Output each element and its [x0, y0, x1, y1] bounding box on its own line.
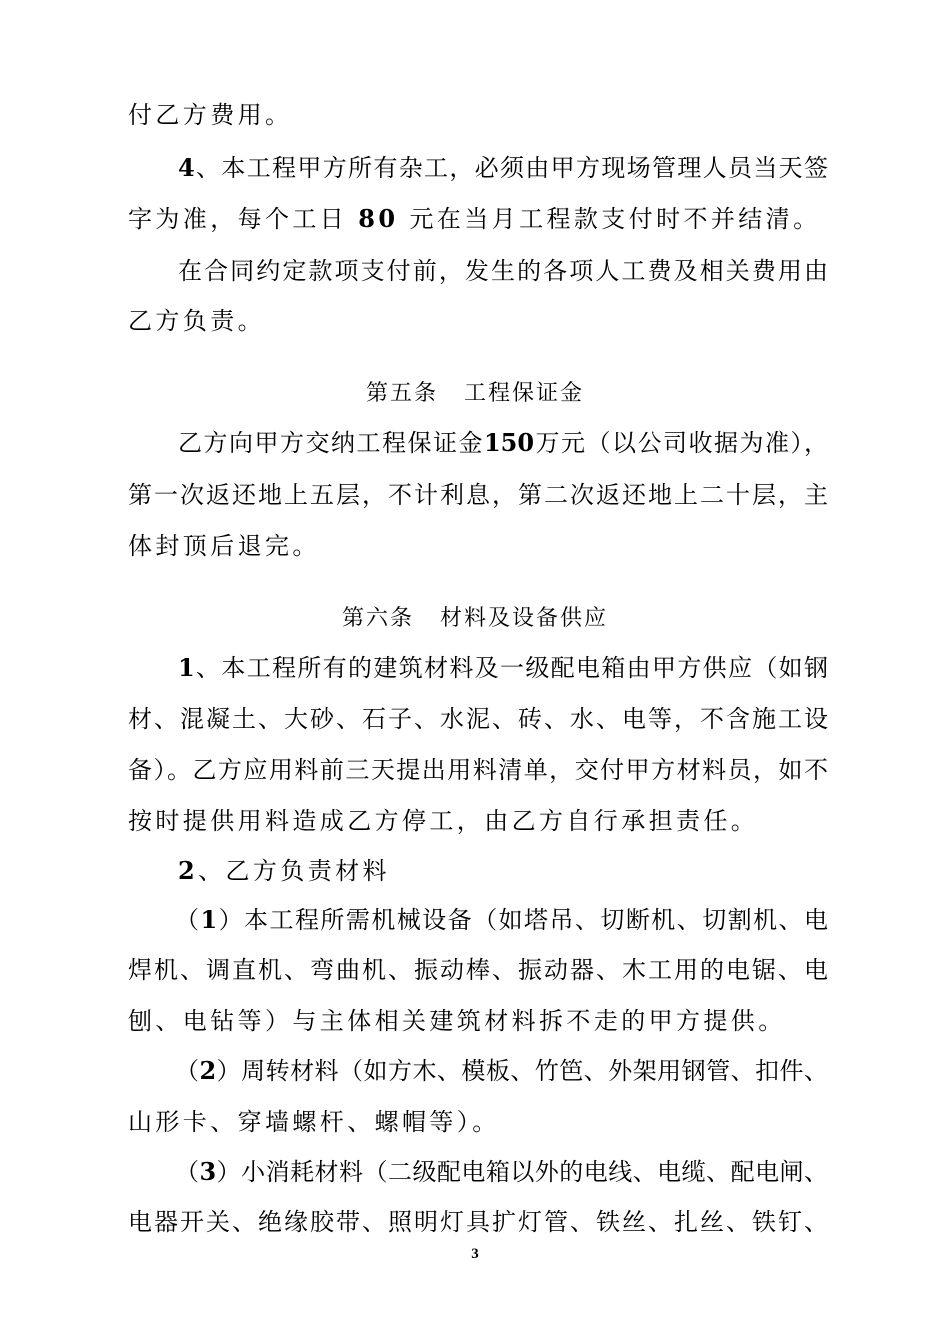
article-number: 第五条 — [365, 381, 438, 406]
paren-open: （ — [175, 906, 201, 934]
text: 在合同约定款项支付前，发生的各项人工费及相关费用由 — [178, 257, 828, 285]
item-number: 1 — [200, 905, 218, 934]
text: 山形卡、穿墙螺杆、螺帽等）。 — [128, 1108, 500, 1136]
text: 焊机、调直机、弯曲机、振动棒、振动器、木工用的电锯、电 — [128, 956, 828, 984]
paragraph-line — [128, 99, 828, 131]
paragraph-line — [128, 805, 828, 837]
text: 备）。乙方应用料前三天提出用料清单，交付甲方材料员，如不 — [128, 756, 828, 784]
text: ）小消耗材料（二级配电箱以外的电线、电缆、配电闸、 — [216, 1158, 829, 1186]
text: 、本工程所有的建筑材料及一级配电箱由甲方供应（如钢 — [194, 654, 828, 682]
paragraph-line — [128, 954, 828, 986]
paragraph-line — [128, 530, 828, 562]
article-number: 第六条 — [341, 606, 414, 631]
text: 按时提供用料造成乙方停工，由乙方自行承担责任。 — [128, 807, 759, 835]
text: ）周转材料（如方木、模板、竹笆、外架用钢管、扣件、 — [216, 1057, 829, 1085]
text: 电器开关、绝缘胶带、照明灯具扩灯管、铁丝、扎丝、铁钉、 — [128, 1208, 828, 1236]
paragraph-line — [178, 855, 828, 887]
paren-open: （ — [175, 1158, 200, 1186]
text: 、本工程甲方所有杂工，必须由甲方现场管理人员当天签 — [194, 154, 828, 182]
paragraph-line — [175, 1156, 828, 1188]
item-number: 4 — [178, 153, 195, 182]
article-5-heading — [0, 378, 950, 410]
item-number: 2 — [199, 1056, 217, 1085]
text: ）本工程所需机械设备（如塔吊、切断机、切割机、电 — [217, 906, 828, 934]
paragraph-line — [128, 479, 828, 511]
paragraph-line — [178, 255, 828, 287]
text: 乙方向甲方交纳工程保证金 — [178, 429, 484, 457]
item-number: 2 — [178, 856, 199, 885]
text: 第一次返还地上五层，不计利息，第二次返还地上二十层，主 — [128, 481, 828, 509]
number: 80 — [358, 204, 399, 233]
paren-open: （ — [175, 1057, 200, 1085]
text: 乙方负责。 — [128, 307, 265, 335]
text: 万元（以公司收据为准）， — [534, 429, 829, 457]
article-6-heading — [0, 603, 950, 635]
text: 体封顶后退完。 — [128, 532, 320, 560]
paragraph-line — [178, 152, 828, 184]
paragraph-line — [178, 427, 828, 459]
article-title: 工程保证金 — [464, 381, 585, 406]
item-number: 1 — [178, 653, 195, 682]
paragraph-line — [178, 652, 828, 684]
paragraph-line — [175, 904, 828, 936]
text: 材、混凝土、大砂、石子、水泥、砖、水、电等，不含施工设 — [128, 705, 828, 733]
text: 元在当月工程款支付时不并结清。 — [409, 205, 821, 233]
paragraph-line — [128, 305, 828, 337]
number: 150 — [483, 428, 535, 457]
text: 、乙方负责材料 — [198, 857, 390, 885]
paragraph-line — [128, 754, 828, 786]
text: 字为准，每个工日 — [128, 205, 348, 233]
page-number: 3 — [471, 1246, 479, 1262]
paragraph-line — [128, 1106, 828, 1138]
paragraph-line — [128, 703, 828, 735]
text: 刨、电钻等）与主体相关建筑材料拆不走的甲方提供。 — [128, 1007, 786, 1035]
paragraph-line — [175, 1055, 828, 1087]
paragraph-line — [128, 1005, 828, 1037]
paragraph-line — [128, 203, 828, 235]
paragraph-line — [128, 1206, 828, 1238]
item-number: 3 — [199, 1157, 217, 1186]
text: 付乙方费用。 — [128, 101, 293, 129]
article-title: 材料及设备供应 — [440, 606, 609, 631]
